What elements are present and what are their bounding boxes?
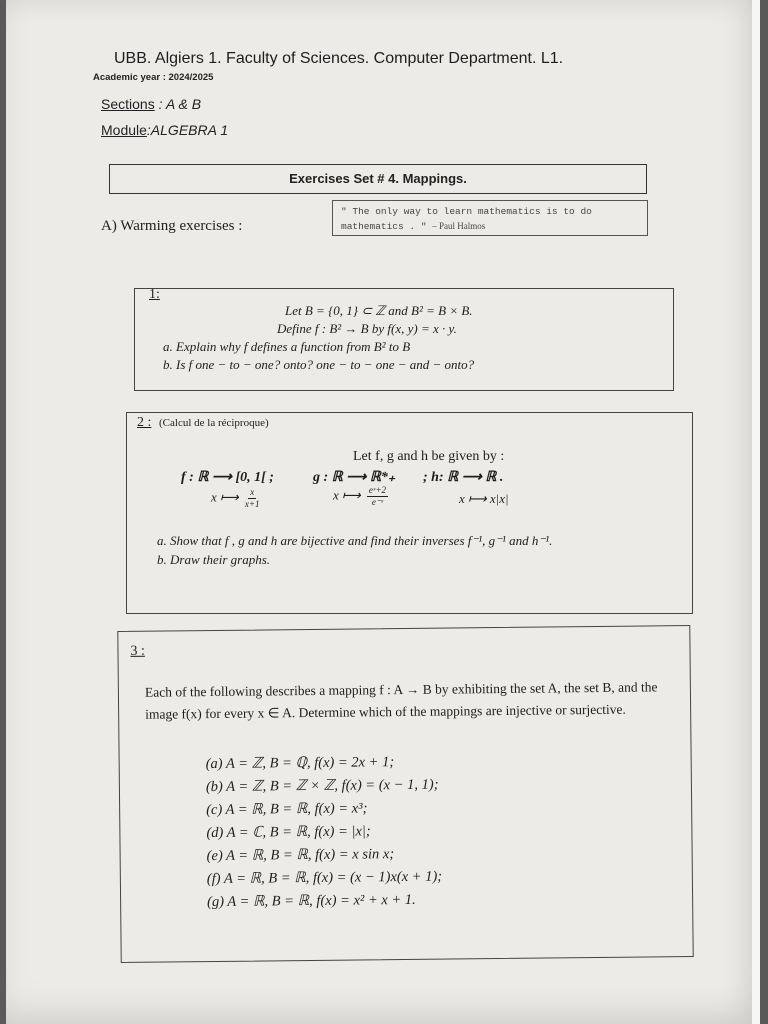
exercise-3-paragraph: Each of the following describes a mapping f : A → B by exhibiting the set A, the set B, and the image f(x) for every x ∈ A. Determine which of the mappings are injective or surjective. (144, 679, 658, 722)
quote-text: " The only way to learn mathematics is to do mathematics . " (341, 206, 592, 232)
exercise-1-line1: Let B = {0, 1} ⊂ ℤ and B² = B × B. (285, 303, 473, 318)
h-definition: ; h: ℝ ⟶ ℝ . (423, 470, 504, 485)
exercise-2-intro: Let f, g and h be given by : (353, 449, 505, 464)
exercise-1-item-a: a. Explain why f defines a function from B² to B (163, 339, 411, 354)
f-definition: f : ℝ ⟶ [0, 1[ ; (181, 470, 274, 485)
exercise-3-number: 3 : (130, 643, 145, 659)
mapping-item-b: (b) A = ℤ, B = ℤ × ℤ, f(x) = (x − 1, 1); (205, 776, 439, 796)
mapping-item-e: (e) A = ℝ, B = ℝ, f(x) = x sin x; (206, 846, 395, 865)
module-value: :ALGEBRA 1 (146, 122, 229, 138)
sections-value: : A & B (158, 96, 202, 112)
quote-author: – Paul Halmos (432, 221, 486, 231)
mapping-item-a: (a) A = ℤ, B = ℚ, f(x) = 2x + 1; (205, 754, 395, 773)
g-fraction (367, 485, 388, 508)
exercise-2-item-a: a. Show that f , g and h are bijective and find their inverses f⁻¹, g⁻¹ and h⁻¹. (157, 533, 553, 548)
mapping-list (206, 751, 443, 914)
page-edge (752, 0, 760, 1024)
exercise-3-box (117, 625, 693, 963)
mapping-item-c: (c) A = ℝ, B = ℝ, f(x) = x³; (206, 800, 368, 819)
mapping-item-g: (g) A = ℝ, B = ℝ, f(x) = x² + x + 1. (207, 891, 416, 911)
mapping-item-f: (f) A = ℝ, B = ℝ, f(x) = (x − 1)x(x + 1); (206, 868, 443, 888)
exercise-1-line2: Define f : B² → B by f(x, y) = x · y. (277, 321, 457, 336)
f-map-prefix: x ⟼ (211, 489, 239, 505)
warmup-heading: A) Warming exercises : (101, 218, 243, 234)
academic-year: Academic year : 2024/2025 (93, 72, 214, 83)
exercise-2-item-b: b. Draw their graphs. (157, 552, 271, 567)
exercise-2-box (126, 412, 693, 614)
sections-label: Sections (101, 96, 155, 112)
exercise-2-subtitle: (Calcul de la réciproque) (159, 417, 269, 429)
institution-header: UBB. Algiers 1. Faculty of Sciences. Computer Department. L1. (114, 50, 564, 67)
exercise-2-number: 2 : (137, 415, 152, 430)
mapping-item-d: (d) A = ℂ, B = ℝ, f(x) = |x|; (206, 823, 371, 842)
quote-box (332, 200, 648, 236)
paper-sheet (6, 0, 760, 1024)
module-line (101, 122, 228, 138)
exercise-1-box (134, 288, 674, 391)
g-denominator: e⁻ˣ (371, 497, 384, 507)
exercise-set-title: Exercises Set # 4. Mappings. (109, 164, 647, 194)
exercise-1-number: 1: (149, 287, 160, 302)
sections-line (101, 96, 201, 112)
f-mapping (211, 487, 263, 510)
f-denominator: x+1 (244, 499, 260, 509)
module-label: Module (101, 122, 147, 138)
f-numerator: x (250, 487, 255, 497)
g-map-prefix: x ⟼ (333, 487, 361, 503)
h-mapping: x ⟼ x|x| (459, 491, 509, 506)
g-numerator: eˣ+2 (368, 485, 387, 495)
g-mapping (333, 485, 391, 508)
f-fraction (245, 487, 260, 510)
exercise-1-item-b: b. Is f one − to − one? onto? one − to − one − and − onto? (163, 357, 475, 372)
g-definition: g : ℝ ⟶ ℝ*₊ (313, 470, 396, 485)
